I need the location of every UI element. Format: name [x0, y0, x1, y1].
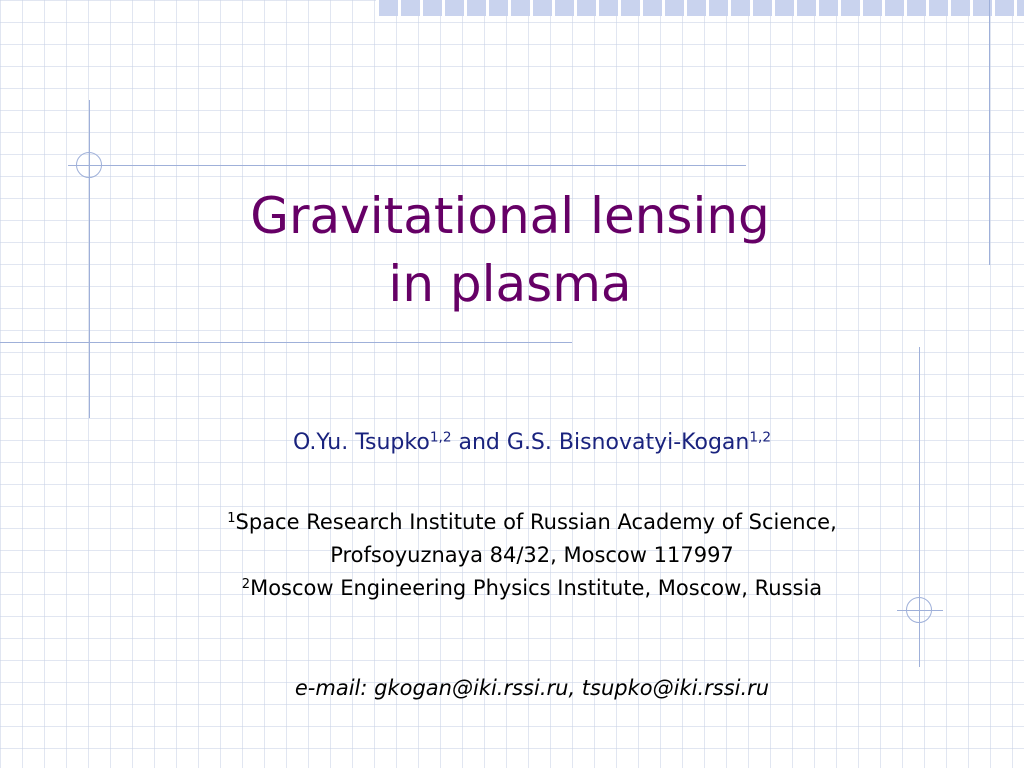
affiliation-2-mark: 2 [241, 576, 251, 592]
deco-line-right-top-vertical [989, 0, 990, 265]
affiliations [60, 506, 1004, 605]
deco-line-lower-horizontal [0, 342, 572, 343]
top-decorative-bar [376, 0, 1024, 16]
affiliation-1-text: Space Research Institute of Russian Academy of Science, [235, 510, 837, 534]
affiliation-2-line-1 [60, 572, 1004, 605]
affiliation-1-mark: 1 [227, 510, 236, 526]
title-line-2: in plasma [388, 255, 632, 313]
deco-line-left-vertical [89, 100, 90, 418]
affiliation-1-line-2: Profsoyuznaya 84/32, Moscow 117997 [330, 543, 734, 567]
slide-title [160, 182, 860, 318]
author-2-affiliation: 1,2 [749, 429, 772, 446]
deco-circle-left [76, 152, 102, 178]
title-line-1: Gravitational lensing [250, 187, 770, 245]
author-2: G.S. Bisnovatyi-Kogan [506, 430, 750, 455]
affiliation-1-line-1 [60, 506, 1004, 539]
affiliation-2-text: Moscow Engineering Physics Institute, Moscow, Russia [250, 576, 823, 600]
authors-conjunction: and [451, 430, 507, 455]
email-line: e-mail: gkogan@iki.rssi.ru, tsupko@iki.rssi.ru [294, 676, 770, 700]
deco-line-upper-horizontal [68, 165, 746, 166]
author-1: O.Yu. Tsupko [292, 430, 430, 455]
author-1-affiliation: 1,2 [429, 429, 452, 446]
authors-line [100, 428, 964, 458]
